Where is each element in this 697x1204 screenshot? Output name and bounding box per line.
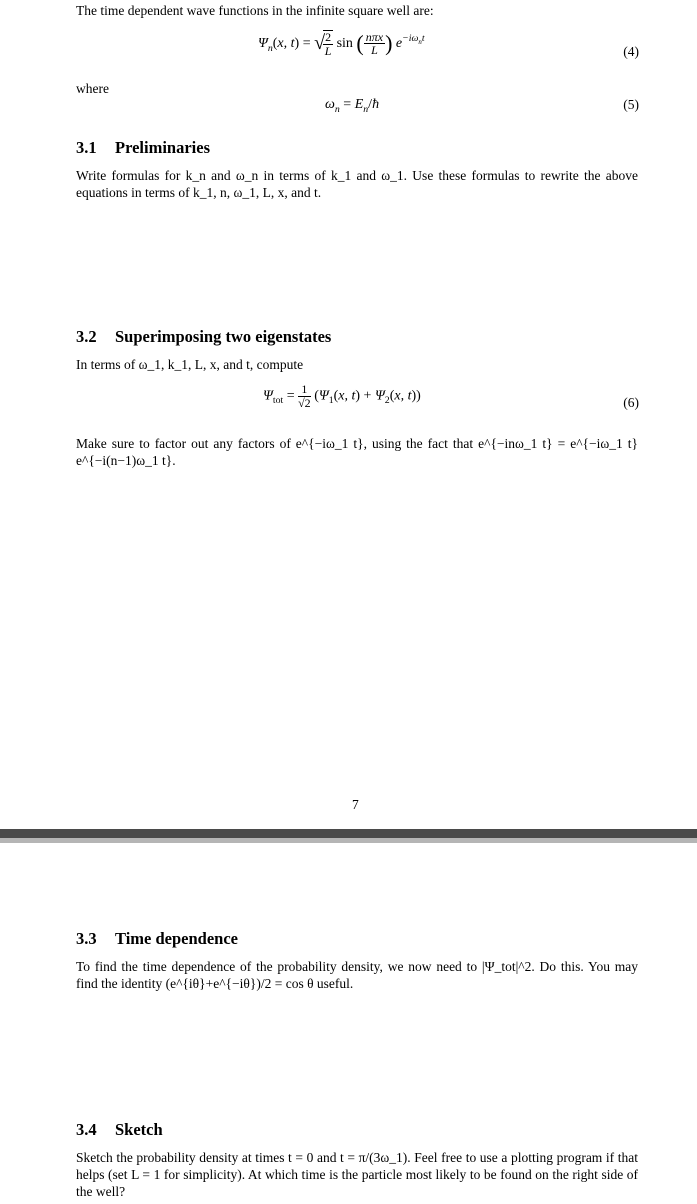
equation-4: $\Psi_n(x$, t) = √ $\frac{2}{L}$ sin ( $\frac{\text{nπx}}{L}$ ) $e^{-i\omega_nt}$ — [258, 29, 425, 58]
section-3-4-text: Sketch the probability density at times t = 0 and t = π/(3ω_1). Feel free to use a plotting program if that helps (set L = 1 for simplicity). At which time is the particle most likely to be found on the right side of the well? — [76, 1150, 638, 1199]
section-3-4-heading — [76, 1120, 163, 1140]
section-3-4-number: 3.4 — [76, 1120, 97, 1139]
factor-note-text: Make sure to factor out any factors of e^{−iω_1 t}, using the fact that e^{−inω_1 t} = e^{−iω_1 t} e^{−i(n−1)ω_1 t}. — [76, 436, 638, 468]
page-number: 7 — [352, 797, 359, 812]
section-3-1-text: Write formulas for k_n and ω_n in terms of k_1 and ω_1. Use these formulas to rewrite the above equations in terms of k_1, n, ω_1, L, x, and t. — [76, 168, 638, 200]
section-3-1-number: 3.1 — [76, 138, 97, 157]
section-3-3-text: To find the time dependence of the probability density, we now need to |Ψ_tot|^2. Do this. You may find the identity (e^{iθ}+e^{−iθ})/2 = cos θ useful. — [76, 959, 638, 991]
section-3-3-number: 3.3 — [76, 929, 97, 948]
equation-5: $\omega_n$ = $E_n/ħ$ — [325, 97, 380, 115]
section-3-2-text: In terms of ω_1, k_1, L, x, and t, compute — [76, 357, 304, 372]
equation-4-number: (4) — [623, 44, 639, 59]
section-3-1-heading — [76, 138, 210, 158]
where-text: where — [76, 81, 109, 96]
section-3-2-heading — [76, 327, 331, 347]
section-3-4-title: Sketch — [115, 1120, 163, 1139]
page-separator-light — [0, 838, 697, 843]
equation-6-number: (6) — [623, 395, 639, 410]
section-3-2-title: Superimposing two eigenstates — [115, 327, 332, 346]
equation-5-number: (5) — [623, 97, 639, 112]
equation-6: $\Psi_{tot}$ = $\frac{1}{√2}$ ($\Psi_1(x$, $t) + \Psi_2(x$, t)) — [263, 382, 421, 410]
section-3-3-heading — [76, 929, 238, 949]
section-3-3-title: Time dependence — [115, 929, 238, 948]
section-3-1-title: Preliminaries — [115, 138, 211, 157]
page-separator-dark — [0, 829, 697, 838]
section-3-2-number: 3.2 — [76, 327, 97, 346]
intro-text: The time dependent wave functions in the infinite square well are: — [76, 3, 434, 18]
